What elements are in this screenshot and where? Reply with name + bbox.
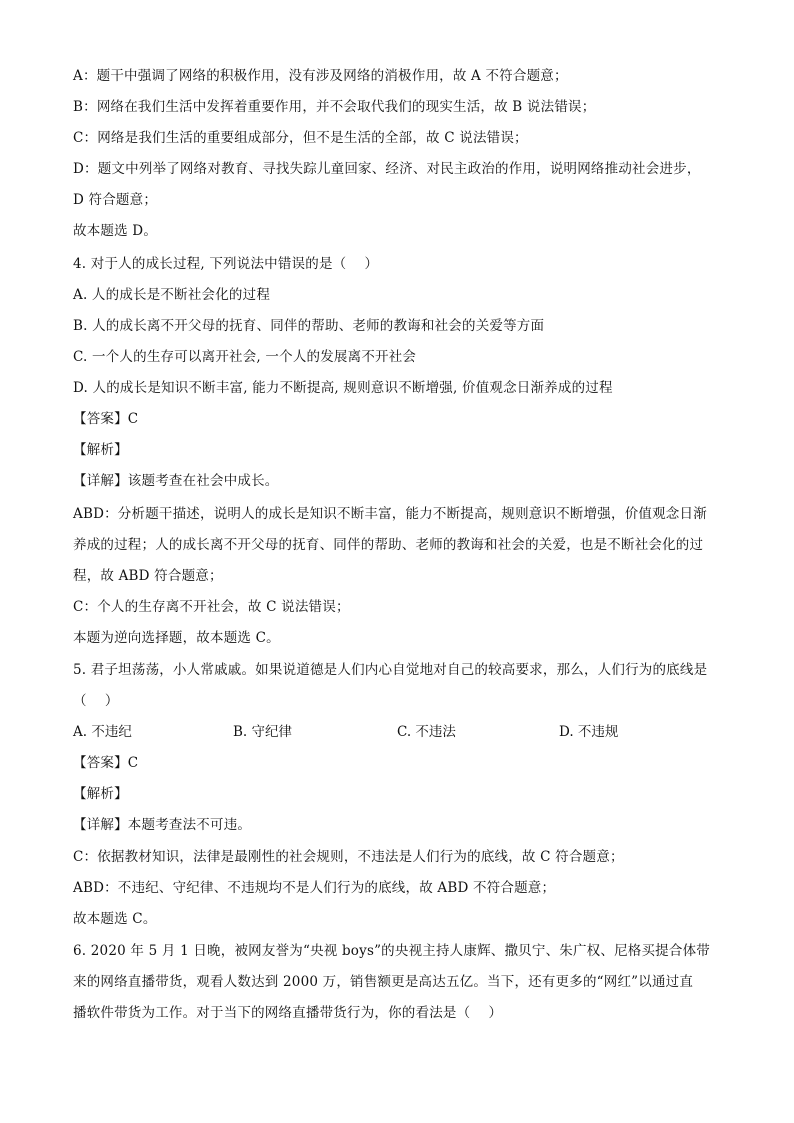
question-6-stem: 6. 2020 年 5 月 1 日晚，被网友誉为“央视 boys”的央视主持人康辉、撒贝宁、朱广权、尼格买提合体带 xyxy=(73,943,710,959)
question-5-stem: 5. 君子坦荡荡，小人常戚戚。如果说道德是人们内心自觉地对自己的较高要求，那么，人们行为的底线是 xyxy=(73,662,708,678)
question-6-stem-cont: 来的网络直播带货，观看人数达到 2000 万，销售额更是高达五亿。当下，还有更多的“网红”以通过直 xyxy=(73,974,694,990)
explanation-label: 【详解】该题考查在社会中成长。 xyxy=(73,473,279,489)
question-4-option-b: B. 人的成长离不开父母的抚育、同伴的帮助、老师的教诲和社会的关爱等方面 xyxy=(73,318,545,334)
question-5-option-b: B. 守纪律 xyxy=(233,724,293,740)
question-4-stem: 4. 对于人的成长过程, 下列说法中错误的是（ ） xyxy=(73,256,379,272)
analysis-label: 【解析】 xyxy=(73,442,128,458)
text-line: 本题为逆向选择题，故本题选 C。 xyxy=(73,630,280,646)
text-line: C：依据教材知识，法律是最刚性的社会规则，不违法是人们行为的底线，故 C 符合题意； xyxy=(73,849,624,865)
text-line: D 符合题意； xyxy=(73,192,158,208)
question-5-stem-cont: （ ） xyxy=(73,693,119,709)
question-4-option-a: A. 人的成长是不断社会化的过程 xyxy=(73,287,271,303)
text-line: 故本题选 D。 xyxy=(73,223,158,239)
question-4-option-d: D. 人的成长是知识不断丰富, 能力不断提高, 规则意识不断增强, 价值观念日渐养成的过程 xyxy=(73,380,613,396)
text-line: C：网络是我们生活的重要组成部分，但不是生活的全部，故 C 说法错误； xyxy=(73,130,528,146)
text-line: 养成的过程；人的成长离不开父母的抚育、同伴的帮助、老师的教诲和社会的关爱，也是不断社会化的过 xyxy=(73,537,704,553)
explanation-label: 【详解】本题考查法不可违。 xyxy=(73,817,252,833)
analysis-label: 【解析】 xyxy=(73,786,128,802)
question-5-option-c: C. 不违法 xyxy=(397,724,456,740)
text-line: ABD：分析题干描述，说明人的成长是知识不断丰富，能力不断提高，规则意识不断增强，价值观念日渐 xyxy=(73,506,707,522)
question-4-option-c: C. 一个人的生存可以离开社会, 一个人的发展离不开社会 xyxy=(73,349,417,365)
text-line: 故本题选 C。 xyxy=(73,911,157,927)
question-6-stem-cont: 播软件带货为工作。对于当下的网络直播带货行为，你的看法是（ ） xyxy=(73,1005,503,1021)
question-5-option-d: D. 不违规 xyxy=(559,724,619,740)
question-5-option-a: A. 不违纪 xyxy=(73,724,132,740)
answer-label: 【答案】C xyxy=(73,411,139,427)
text-line: D：题文中列举了网络对教育、寻找失踪儿童回家、经济、对民主政治的作用，说明网络推动社会进步， xyxy=(73,161,701,177)
text-line: 程，故 ABD 符合题意； xyxy=(73,568,223,584)
text-line: C：个人的生存离不开社会，故 C 说法错误； xyxy=(73,599,350,615)
text-line: B：网络在我们生活中发挥着重要作用，并不会取代我们的现实生活，故 B 说法错误； xyxy=(73,99,596,115)
text-line: A：题干中强调了网络的积极作用，没有涉及网络的消极作用，故 A 不符合题意； xyxy=(73,68,568,84)
text-line: ABD：不违纪、守纪律、不违规均不是人们行为的底线，故 ABD 不符合题意； xyxy=(73,880,556,896)
answer-label: 【答案】C xyxy=(73,755,139,771)
